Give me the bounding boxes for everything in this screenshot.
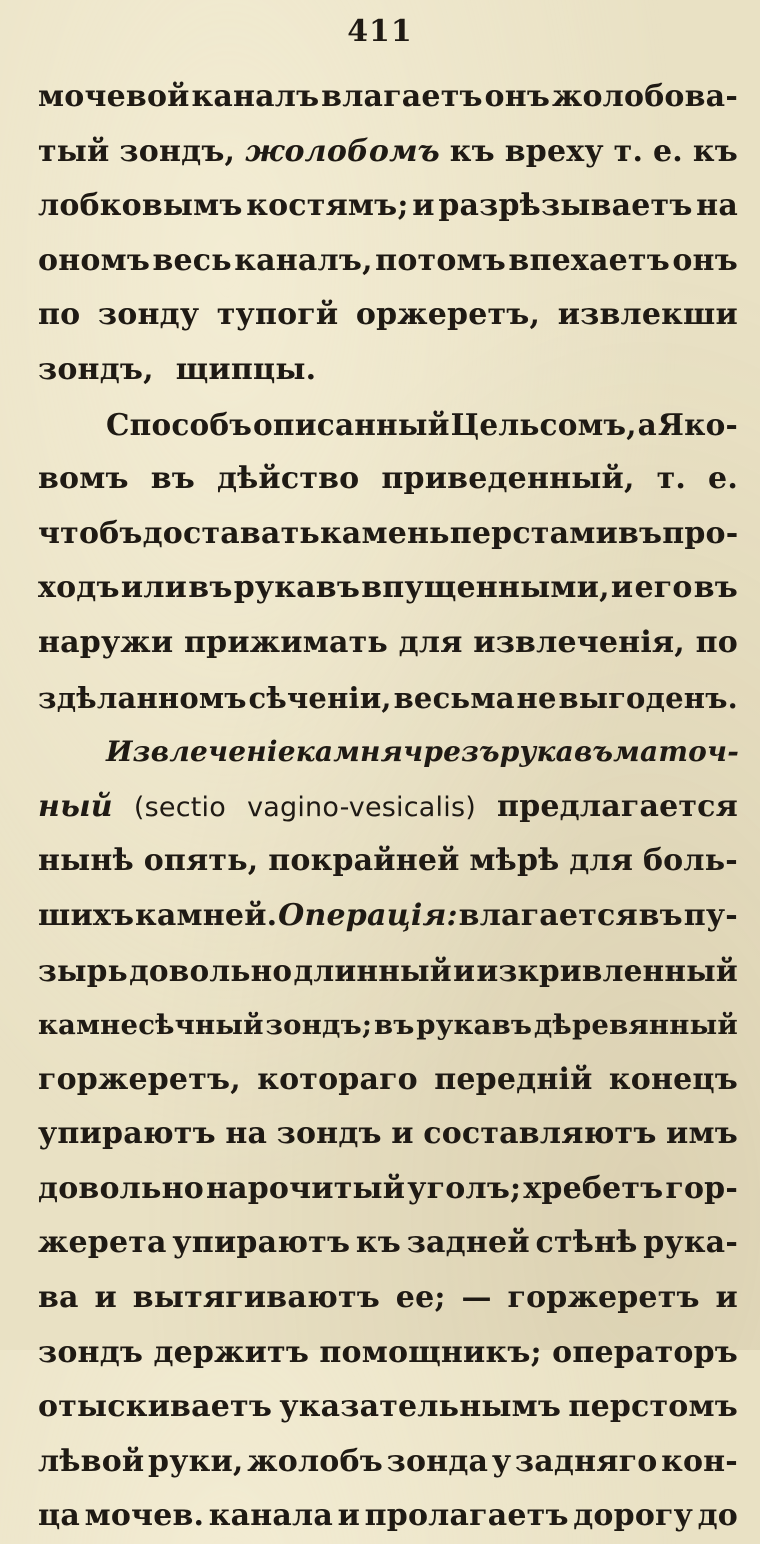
word: камня bbox=[295, 735, 404, 769]
word: и bbox=[391, 1116, 414, 1152]
word: каналъ, bbox=[234, 242, 373, 278]
word: хребетъ bbox=[523, 1170, 664, 1206]
word: передній bbox=[434, 1061, 593, 1097]
word: на bbox=[225, 1116, 268, 1152]
word: прижимать bbox=[184, 624, 388, 660]
word: т. bbox=[656, 461, 687, 497]
word: щипцы. bbox=[175, 351, 317, 387]
word: извлеченія, bbox=[473, 624, 685, 660]
text-line bbox=[38, 398, 738, 453]
word: зондъ; bbox=[265, 1009, 373, 1042]
word: шихъ bbox=[38, 897, 135, 933]
word: нынѣ bbox=[38, 843, 134, 879]
word: стѣнѣ bbox=[535, 1225, 638, 1261]
text-line bbox=[38, 944, 738, 999]
word: и bbox=[453, 952, 476, 988]
word: vagino-vesicalis) bbox=[247, 791, 476, 823]
word: упираютъ bbox=[38, 1116, 216, 1152]
word: сѣченіи, bbox=[248, 680, 392, 715]
word: — bbox=[461, 1280, 492, 1316]
word: лѣвой bbox=[38, 1443, 145, 1479]
word: къ bbox=[449, 133, 495, 169]
text-line bbox=[38, 561, 738, 616]
word: помощникъ; bbox=[319, 1334, 542, 1370]
word: ономъ bbox=[38, 242, 151, 278]
word: Операція: bbox=[278, 897, 458, 933]
word: потомъ bbox=[375, 242, 507, 278]
word: отыскиваетъ bbox=[38, 1389, 273, 1425]
word: канала bbox=[208, 1498, 334, 1534]
word: перстами bbox=[449, 515, 618, 551]
word: пролагаетъ bbox=[364, 1498, 569, 1534]
word: не bbox=[516, 680, 557, 715]
word: составляютъ bbox=[423, 1116, 657, 1152]
page-number: 411 bbox=[347, 14, 413, 49]
text-line bbox=[38, 998, 738, 1053]
word: вреху bbox=[504, 133, 604, 169]
text-line bbox=[38, 343, 738, 398]
word: на bbox=[696, 188, 738, 224]
word: къ bbox=[355, 1225, 401, 1261]
word: упираютъ bbox=[172, 1225, 351, 1261]
word: (sectio bbox=[133, 791, 226, 823]
word: зондъ bbox=[38, 1334, 144, 1370]
word: чтобъ bbox=[38, 515, 143, 551]
word: предлагается bbox=[497, 788, 738, 824]
word: вытягиваютъ bbox=[132, 1280, 380, 1316]
word: влагаетъ bbox=[321, 79, 483, 114]
word: весьма bbox=[393, 680, 515, 715]
word: чрезъ bbox=[403, 735, 500, 769]
body-text bbox=[38, 70, 738, 1544]
word: здѣланномъ bbox=[38, 680, 247, 715]
word: зонда bbox=[386, 1443, 489, 1479]
word: разрѣзываетъ bbox=[438, 188, 693, 224]
text-line bbox=[38, 1053, 738, 1108]
word: ва bbox=[38, 1280, 79, 1316]
word: до bbox=[697, 1498, 738, 1534]
word: рукавъ bbox=[416, 1009, 533, 1042]
word: уголъ; bbox=[407, 1170, 522, 1206]
word: камень bbox=[319, 515, 450, 551]
word: и bbox=[610, 570, 634, 606]
word: дорогу bbox=[573, 1498, 694, 1534]
word: и bbox=[337, 1498, 361, 1534]
word: горжеретъ bbox=[507, 1280, 700, 1316]
word: по bbox=[695, 624, 738, 660]
word: Извлеченіе bbox=[106, 735, 296, 769]
word: задней bbox=[406, 1225, 530, 1261]
word: влагается bbox=[458, 897, 638, 933]
word: тупогй bbox=[216, 297, 339, 333]
word: въ bbox=[373, 1009, 415, 1042]
word: длинный bbox=[293, 952, 452, 988]
word: камней. bbox=[135, 897, 278, 933]
text-line bbox=[38, 780, 738, 835]
word: дѣйство bbox=[216, 461, 360, 497]
word: зондъ, bbox=[38, 351, 154, 387]
text-line bbox=[38, 1326, 738, 1381]
word: вомъ bbox=[38, 461, 129, 497]
word: пу- bbox=[683, 897, 738, 933]
word: зондъ bbox=[276, 1116, 382, 1152]
word: тый bbox=[38, 133, 110, 169]
word: довольно bbox=[38, 1170, 204, 1206]
word: рукавъ bbox=[233, 570, 361, 606]
text-line bbox=[38, 1489, 738, 1544]
word: изкривленный bbox=[476, 952, 738, 988]
word: въ bbox=[693, 570, 738, 606]
word: въ bbox=[638, 897, 683, 933]
text-line bbox=[38, 452, 738, 507]
word: перстомъ bbox=[568, 1389, 738, 1425]
word: мочев. bbox=[84, 1498, 205, 1534]
word: опять, bbox=[143, 843, 259, 879]
word: операторъ bbox=[552, 1334, 738, 1370]
word: выгоденъ. bbox=[558, 680, 738, 715]
text-line bbox=[38, 1271, 738, 1326]
word: наружи bbox=[38, 624, 174, 660]
word: камнесѣчный bbox=[38, 1009, 264, 1042]
word: рукавъ bbox=[499, 735, 614, 769]
word: зонду bbox=[97, 297, 200, 333]
word: рука- bbox=[643, 1225, 738, 1261]
word: приведенный, bbox=[381, 461, 635, 497]
word: а bbox=[637, 406, 657, 442]
word: жолобомъ bbox=[245, 133, 440, 169]
text-line bbox=[38, 507, 738, 562]
text-line bbox=[38, 70, 738, 125]
word: лобковымъ bbox=[38, 188, 243, 224]
word: въ bbox=[188, 570, 233, 606]
text-line bbox=[38, 725, 738, 780]
word: про- bbox=[662, 515, 739, 551]
text-line bbox=[38, 616, 738, 671]
word: у bbox=[491, 1443, 512, 1479]
word: весь bbox=[152, 242, 232, 278]
word: онъ bbox=[672, 242, 738, 278]
word: довольно bbox=[129, 952, 293, 988]
word: и bbox=[412, 188, 435, 224]
word: т. bbox=[613, 133, 644, 169]
word: ца bbox=[38, 1498, 81, 1534]
word: Цельсомъ, bbox=[450, 406, 637, 442]
word: котораго bbox=[257, 1061, 418, 1097]
text-line bbox=[38, 889, 738, 944]
word: извлекши bbox=[557, 297, 738, 333]
word: и bbox=[94, 1280, 117, 1316]
word: кон- bbox=[661, 1443, 738, 1479]
word: е. bbox=[653, 133, 683, 169]
word: каналъ bbox=[191, 79, 320, 114]
word: горжеретъ, bbox=[38, 1061, 241, 1097]
word: ее; bbox=[395, 1280, 446, 1316]
word: конецъ bbox=[608, 1061, 738, 1097]
word: для bbox=[569, 843, 634, 879]
word: жолобъ bbox=[247, 1443, 383, 1479]
word: мѣрѣ bbox=[469, 843, 560, 879]
text-line bbox=[38, 1435, 738, 1490]
text-line bbox=[38, 1162, 738, 1217]
word: жолобова- bbox=[551, 79, 738, 114]
word: онъ bbox=[484, 79, 551, 114]
text-line bbox=[38, 179, 738, 234]
word: жерета bbox=[38, 1225, 167, 1261]
word: Яко- bbox=[657, 406, 738, 442]
word: мочевой bbox=[38, 79, 190, 114]
word: его bbox=[634, 570, 693, 606]
word: или bbox=[120, 570, 188, 606]
word: описанный bbox=[253, 406, 450, 442]
word: впущенными, bbox=[361, 570, 610, 606]
text-line bbox=[38, 1107, 738, 1162]
word: держитъ bbox=[153, 1334, 310, 1370]
word: въ bbox=[617, 515, 663, 551]
text-line bbox=[38, 834, 738, 889]
word: имъ bbox=[666, 1116, 738, 1152]
text-line bbox=[38, 288, 738, 343]
word: указательнымъ bbox=[279, 1389, 562, 1425]
word: въ bbox=[150, 461, 195, 497]
word: покрайней bbox=[268, 843, 460, 879]
word: впехаетъ bbox=[508, 242, 670, 278]
word: доставать bbox=[142, 515, 320, 551]
word: оржеретъ, bbox=[355, 297, 541, 333]
word: ный bbox=[38, 788, 113, 824]
word: по bbox=[38, 297, 81, 333]
word: маточ- bbox=[613, 735, 740, 769]
word: къ bbox=[692, 133, 738, 169]
text-line bbox=[38, 125, 738, 180]
word: ходъ bbox=[38, 570, 120, 606]
text-line bbox=[38, 1216, 738, 1271]
word: Способъ bbox=[106, 406, 253, 442]
word: дѣревянный bbox=[533, 1009, 738, 1042]
text-line bbox=[38, 1380, 738, 1435]
word: гор- bbox=[665, 1170, 738, 1206]
word: е. bbox=[708, 461, 738, 497]
word: задняго bbox=[514, 1443, 658, 1479]
word: для bbox=[398, 624, 463, 660]
word: и bbox=[715, 1280, 738, 1316]
word: нарочитый bbox=[205, 1170, 406, 1206]
word: боль- bbox=[642, 843, 738, 879]
word: руки, bbox=[148, 1443, 244, 1479]
text-line bbox=[38, 671, 738, 726]
text-line bbox=[38, 234, 738, 289]
word: костямъ; bbox=[246, 188, 409, 224]
word: зондъ, bbox=[119, 133, 236, 169]
word: зырь bbox=[38, 952, 128, 988]
